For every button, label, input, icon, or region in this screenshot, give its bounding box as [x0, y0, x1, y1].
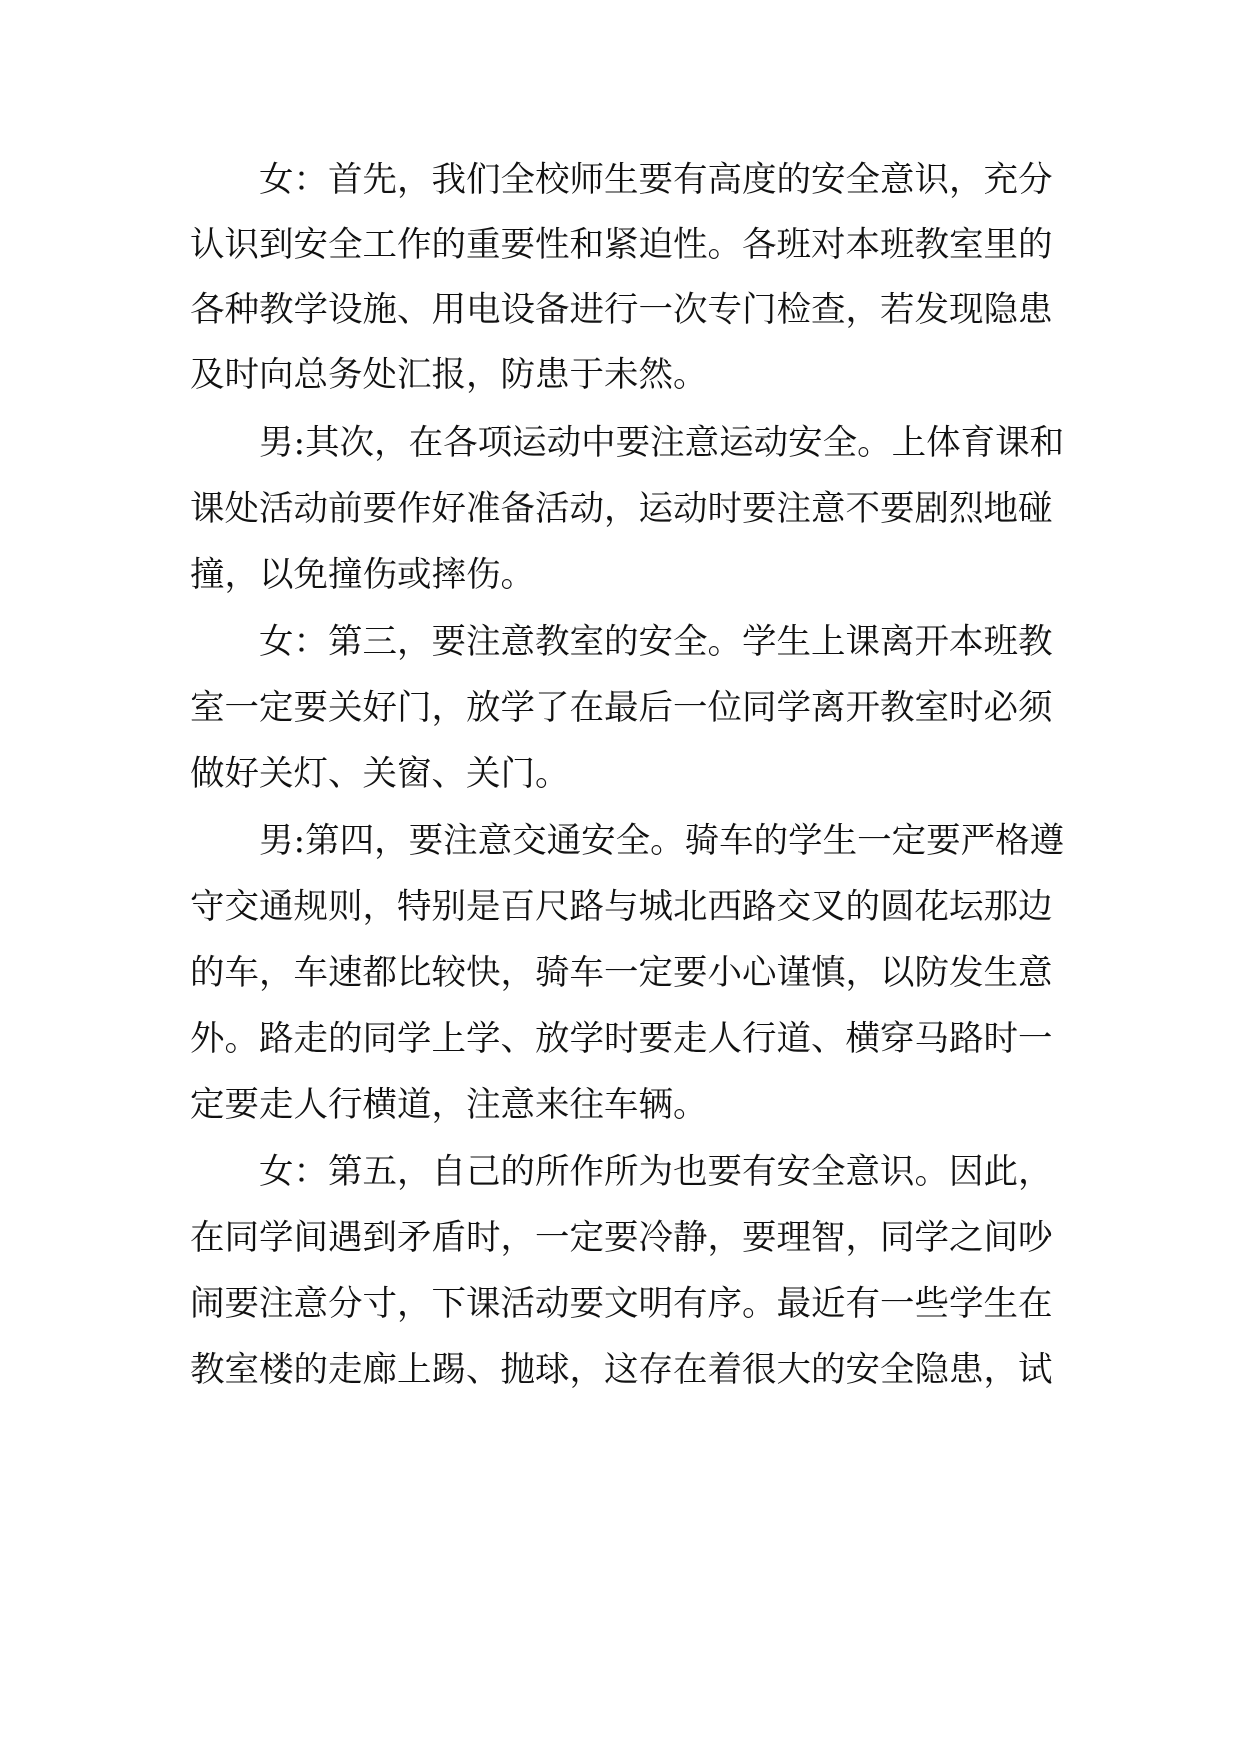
paragraph-5-line-1: 女：第五，自己的所作所为也要有安全意识。因此， — [259, 1152, 1053, 1192]
paragraph-4-line-2: 守交通规则，特别是百尺路与城北西路交叉的圆花坛那边 — [190, 887, 1053, 927]
paragraph-1-line-1: 女：首先，我们全校师生要有高度的安全意识，充分 — [259, 160, 1053, 200]
paragraph-2-line-1: 男:其次，在各项运动中要注意运动安全。上体育课和 — [259, 423, 1065, 463]
paragraph-3-line-3: 做好关灯、关窗、关门。 — [190, 754, 570, 794]
paragraph-5-line-3: 闹要注意分寸，下课活动要文明有序。最近有一些学生在 — [190, 1284, 1053, 1324]
paragraph-1-line-4: 及时向总务处汇报，防患于未然。 — [190, 355, 708, 395]
paragraph-1-line-2: 认识到安全工作的重要性和紧迫性。各班对本班教室里的 — [190, 225, 1053, 265]
paragraph-4-line-5: 定要走人行横道，注意来往车辆。 — [190, 1085, 708, 1125]
paragraph-5-line-2: 在同学间遇到矛盾时，一定要冷静，要理智，同学之间吵 — [190, 1218, 1053, 1258]
paragraph-4-line-1: 男:第四，要注意交通安全。骑车的学生一定要严格遵 — [259, 821, 1065, 861]
paragraph-2-line-3: 撞，以免撞伤或摔伤。 — [190, 555, 535, 595]
paragraph-4-line-3: 的车，车速都比较快，骑车一定要小心谨慎，以防发生意 — [190, 953, 1053, 993]
paragraph-3-line-2: 室一定要关好门，放学了在最后一位同学离开教室时必须 — [190, 688, 1053, 728]
paragraph-1-line-3: 各种教学设施、用电设备进行一次专门检查，若发现隐患 — [190, 290, 1053, 330]
paragraph-2-line-2: 课处活动前要作好准备活动，运动时要注意不要剧烈地碰 — [190, 489, 1053, 529]
paragraph-5-line-4: 教室楼的走廊上踢、抛球，这存在着很大的安全隐患，试 — [190, 1350, 1053, 1390]
paragraph-4-line-4: 外。路走的同学上学、放学时要走人行道、横穿马路时一 — [190, 1019, 1053, 1059]
paragraph-3-line-1: 女：第三，要注意教室的安全。学生上课离开本班教 — [259, 622, 1053, 662]
